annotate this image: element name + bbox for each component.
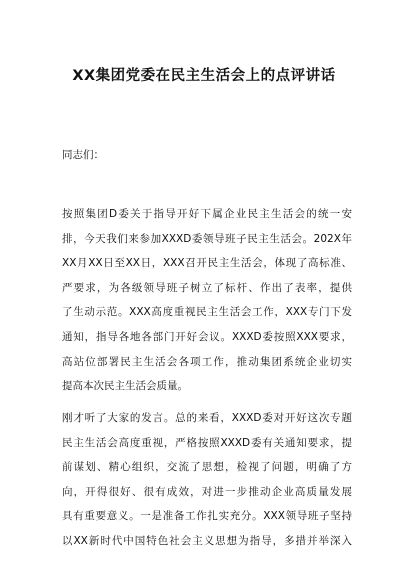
paragraph-line: 按照集团D委关于指导开好下属企业民主生活会的统一安 — [62, 208, 352, 220]
paragraph-line: 刚才听了大家的发言。总的来看，XXXD委对开好这次专题 — [62, 412, 352, 424]
paragraph-line: 以XX新时代中国特色社会主义思想为指导，多措并举深入 — [62, 534, 352, 547]
paragraph-line: 排，今天我们来参加XXXD委领导班子民主生活会。202X年 — [62, 232, 352, 245]
paragraph-2 — [62, 406, 352, 554]
paragraph-line: 具有重要意义。一是准备工作扎实充分。XXX领导班子坚持 — [62, 510, 352, 523]
greeting: 同志们： — [62, 149, 104, 161]
paragraph-line: 向，开得很好、很有成效，对进一步推动企业高质量发展 — [62, 485, 352, 498]
document-title: XX集团党委在民主生活会上的点评讲话 — [72, 68, 336, 84]
paragraph-line: 了生动示范。XXX高度重视民主生活会工作，XXX专门下发 — [62, 306, 352, 319]
paragraph-line: 通知，指导各地各部门开好会议。XXXD委按照XXX要求， — [62, 330, 352, 343]
paragraph-line: 提高本次民主生活会质量。 — [62, 380, 188, 393]
paragraph-line: 民主生活会高度重视，严格按照XXXD委有关通知要求，提 — [62, 436, 352, 449]
paragraph-1 — [62, 202, 352, 399]
paragraph-line: XX月XX日至XX日，XXX召开民主生活会，体现了高标准、 — [62, 257, 352, 270]
paragraph-line: 高站位部署民主生活会各项工作，推动集团系统企业切实 — [62, 355, 352, 368]
paragraph-line: 严要求，为各级领导班子树立了标杆、作出了表率，提供 — [62, 281, 352, 294]
paragraph-line: 前谋划、精心组织，交流了思想，检视了问题，明确了方 — [62, 461, 352, 474]
